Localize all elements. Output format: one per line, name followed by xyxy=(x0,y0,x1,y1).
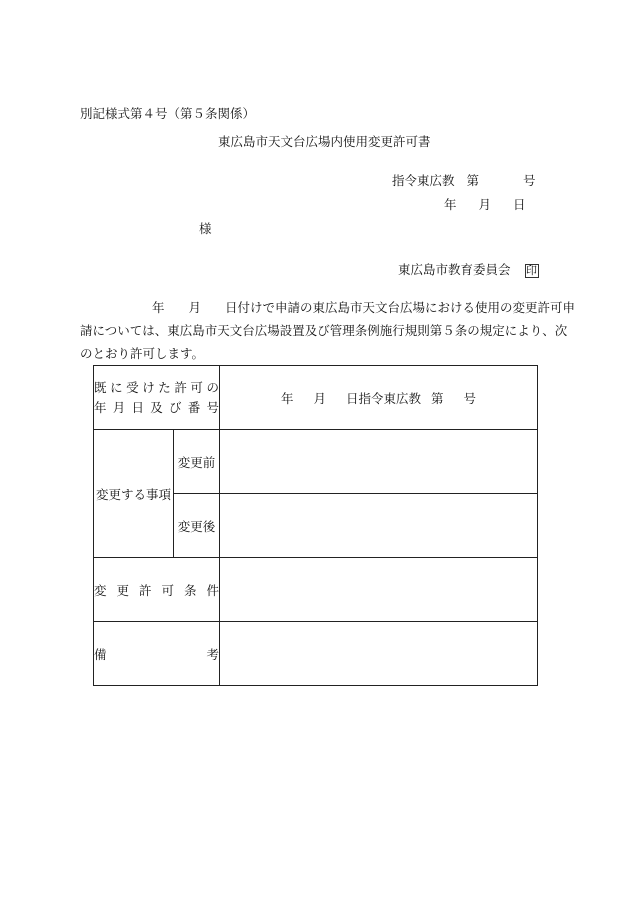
issue-date-line xyxy=(444,195,526,213)
table-row-remarks xyxy=(94,622,538,686)
before-change-label: 変更前 xyxy=(174,430,220,494)
remarks-label: 備考 xyxy=(94,622,220,686)
table-row-previous-permit xyxy=(94,366,538,430)
permit-table xyxy=(93,365,538,686)
form-number-label: 別記様式第４号（第５条関係） xyxy=(80,106,256,121)
permit-body-text xyxy=(80,296,576,365)
prev-dai: 第 xyxy=(431,390,444,406)
remarks-field[interactable] xyxy=(220,622,538,686)
addressee-suffix: 様 xyxy=(199,221,212,236)
order-dai: 第 xyxy=(466,173,480,188)
order-gou: 号 xyxy=(523,173,536,188)
prev-month: 月 xyxy=(313,390,326,406)
order-prefix: 指令東広教 xyxy=(392,173,455,188)
body-line-3: のとおり許可します。 xyxy=(80,346,205,361)
change-items-label: 変更する事項 xyxy=(94,430,174,558)
issuer-name: 東広島市教育委員会 xyxy=(398,262,511,277)
body-line-1-rest: 日付けで申請の東広島市天文台広場における使用の変更許可申 xyxy=(225,300,576,315)
previous-permit-label-line-1: 既に受けた許可の xyxy=(94,379,220,395)
date-year: 年 xyxy=(444,197,457,212)
document-title: 東広島市天文台広場内使用変更許可書 xyxy=(218,134,431,149)
before-change-field[interactable] xyxy=(220,430,538,494)
after-change-field[interactable] xyxy=(220,494,538,558)
date-month: 月 xyxy=(478,197,492,212)
after-change-label: 変更後 xyxy=(174,494,220,558)
previous-permit-label-line-2: 年月日及び番号 xyxy=(94,399,220,415)
table-row-conditions xyxy=(94,558,538,622)
date-day: 日 xyxy=(513,197,526,212)
body-year: 年 xyxy=(152,300,165,315)
permit-conditions-label: 変更許可条件 xyxy=(94,558,220,622)
body-month: 月 xyxy=(188,300,202,315)
table-row-change-before xyxy=(94,430,538,494)
previous-permit-value xyxy=(220,366,538,430)
prev-gou: 号 xyxy=(463,390,477,406)
previous-permit-label xyxy=(94,366,220,430)
body-line-1 xyxy=(80,296,576,319)
order-number-line xyxy=(392,171,536,189)
body-line-2: 請については、東広島市天文台広場設置及び管理条例施行規則第５条の規定により、次 xyxy=(80,323,568,338)
official-seal-mark: 印 xyxy=(526,263,538,277)
prev-rest: 日指令東広教 xyxy=(346,390,422,406)
prev-year: 年 xyxy=(280,390,294,406)
issuer-line xyxy=(398,260,539,278)
permit-conditions-field[interactable] xyxy=(220,558,538,622)
